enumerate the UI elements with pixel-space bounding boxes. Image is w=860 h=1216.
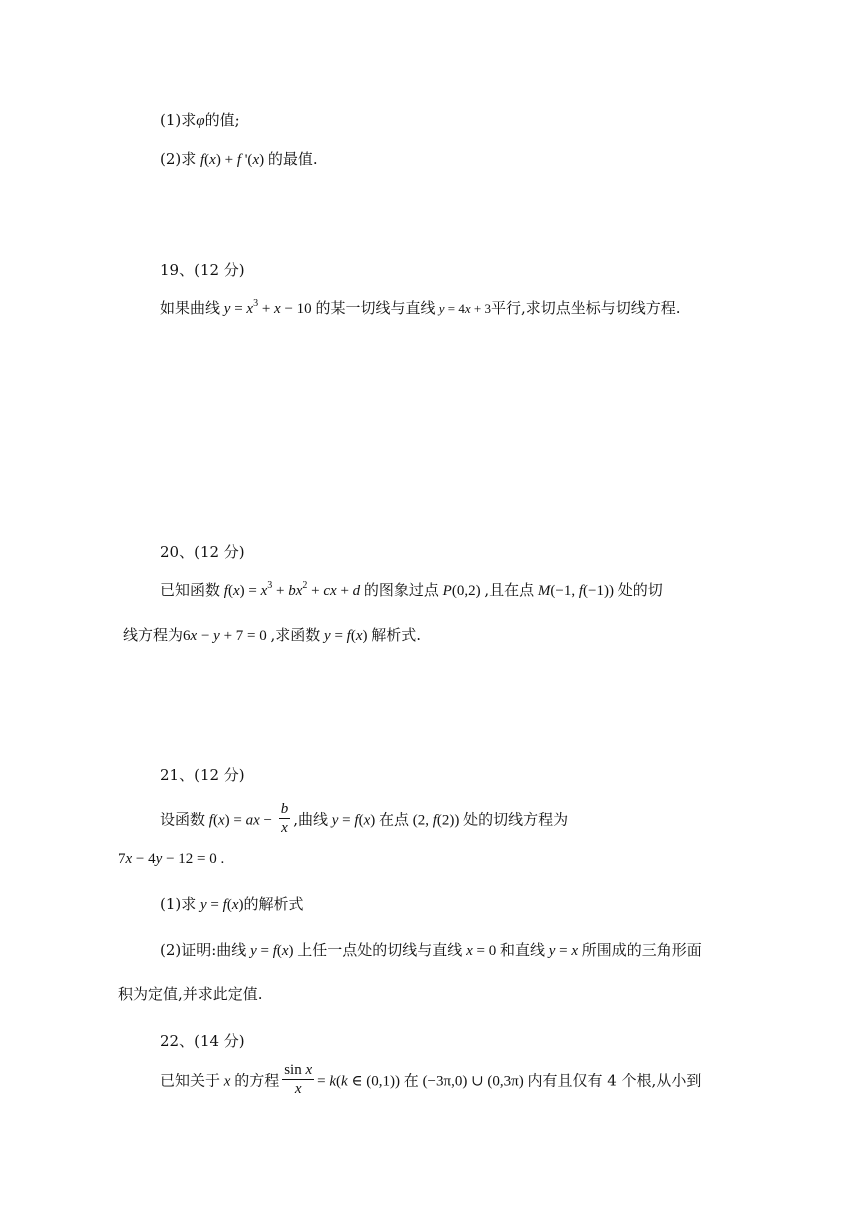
q21-text-line2: 7x − 4y − 12 = 0 . (118, 851, 225, 867)
q21-text-line1: 设函数 f(x) = ax − $\frac{b}{x}$ ,曲线 y = f(x) 在点 (2, f(2)) 处的切线方程为 (160, 801, 569, 836)
q21-part2-line2: 积为定值,并求此定值. (118, 985, 263, 1003)
q22-header: 22、(14 分) (160, 1032, 245, 1050)
q22-text-line1: 已知关于 x 的方程 $\frac{\text{sin x}}{x}$ = k(k ∈ (0,1)) 在 (−3π,0) ∪ (0,3π) 内有且仅有 4 个根,从小到 (160, 1062, 702, 1097)
q20-text-line1: 已知函数 $f(x) = x^3 + bx^2$ + cx + d 的图象过点 P(0,2) ,且在点 M(−1, f(−1)) 处的切 (160, 580, 663, 599)
fraction-sinx-over-x: $\frac{\text{sin x}}{x}$ (284, 1062, 313, 1097)
q19-text: 如果曲线 $y = x^3 + x - 10$ 的某一切线与直线 y = 4x + 3平行,求切点坐标与切线方程. (160, 298, 681, 317)
q21-part2-line1: (2)证明:曲线 y = f(x) 上任一点处的切线与直线 x = 0 和直线 y = x 所围成的三角形面 (160, 941, 702, 959)
q20-text-line2: 线方程为6x − y + 7 = 0 ,求函数 y = f(x) 解析式. (123, 626, 422, 644)
q18-part1: (1)求φ的值; (160, 111, 240, 129)
q18-part2: (2)求 f(x) + f '(x) 的最值. (160, 150, 318, 168)
q20-header: 20、(12 分) (160, 543, 245, 561)
q21-header: 21、(12 分) (160, 766, 245, 784)
q21-part1: (1)求 y = f(x)的解析式 (160, 895, 304, 913)
fraction-b-over-x: $\frac{b}{x}$ (280, 801, 289, 836)
q19-header: 19、(12 分) (160, 261, 245, 279)
